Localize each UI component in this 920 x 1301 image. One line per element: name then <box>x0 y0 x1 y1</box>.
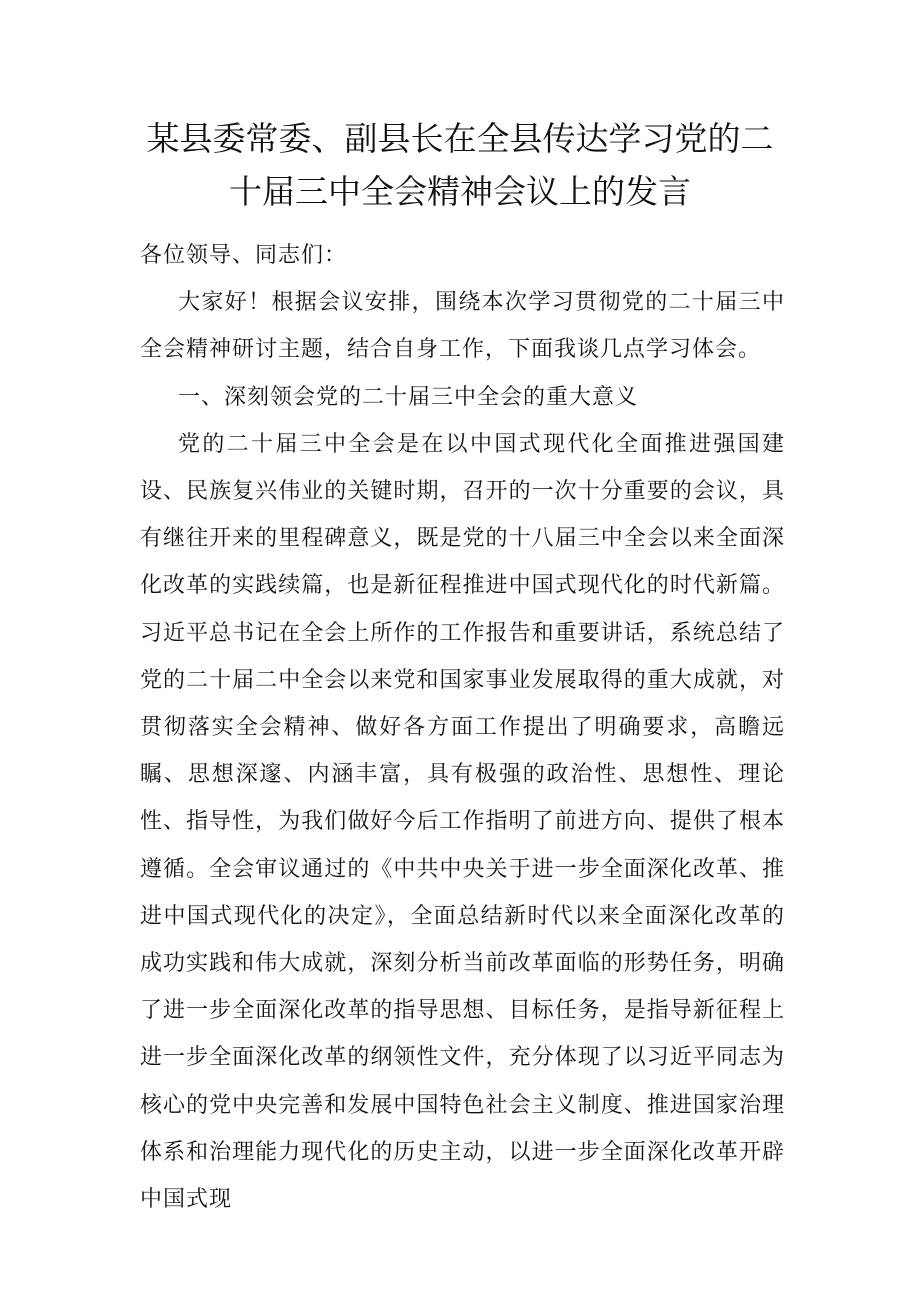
title-line-2: 十届三中全会精神会议上的发言 <box>229 172 691 211</box>
section-1-paragraph: 党的二十届三中全会是在以中国式现代化全面推进强国建设、民族复兴伟业的关键时期，召开的一次十分重要的会议，具有继往开来的里程碑意义，既是党的十八届三中全会以来全面深化改革的实践续篇，也是新征程推进中国式现代化的时代新篇。习近平总书记在全会上所作的工作报告和重要讲话，系统总结了党的二十届二中全会以来党和国家事业发展取得的重大成就，对贯彻落实全会精神、做好各方面工作提出了明确要求，高瞻远瞩、思想深邃、内涵丰富，具有极强的政治性、思想性、理论性、指导性，为我们做好今后工作指明了前进方向、提供了根本遵循。全会审议通过的《中共中央关于进一步全面深化改革、推进中国式现代化的决定》，全面总结新时代以来全面深化改革的成功实践和伟大成就，深刻分析当前改革面临的形势任务，明确了进一步全面深化改革的指导思想、目标任务，是指导新征程上进一步全面深化改革的纲领性文件，充分体现了以习近平同志为核心的党中央完善和发展中国特色社会主义制度、推进国家治理体系和治理能力现代化的历史主动，以进一步全面深化改革开辟中国式现 <box>140 431 785 1213</box>
intro-paragraph: 大家好！根据会议安排，围绕本次学习贯彻党的二十届三中全会精神研讨主题，结合自身工作，下面我谈几点学习体会。 <box>140 290 785 363</box>
document-body <box>140 232 785 1223</box>
salutation: 各位领导、同志们： <box>140 243 348 268</box>
document-title <box>100 112 820 218</box>
section-heading-1: 一、深刻领会党的二十届三中全会的重大意义 <box>178 384 639 410</box>
title-line-1: 某县委常委、副县长在全县传达学习党的二 <box>146 119 774 158</box>
